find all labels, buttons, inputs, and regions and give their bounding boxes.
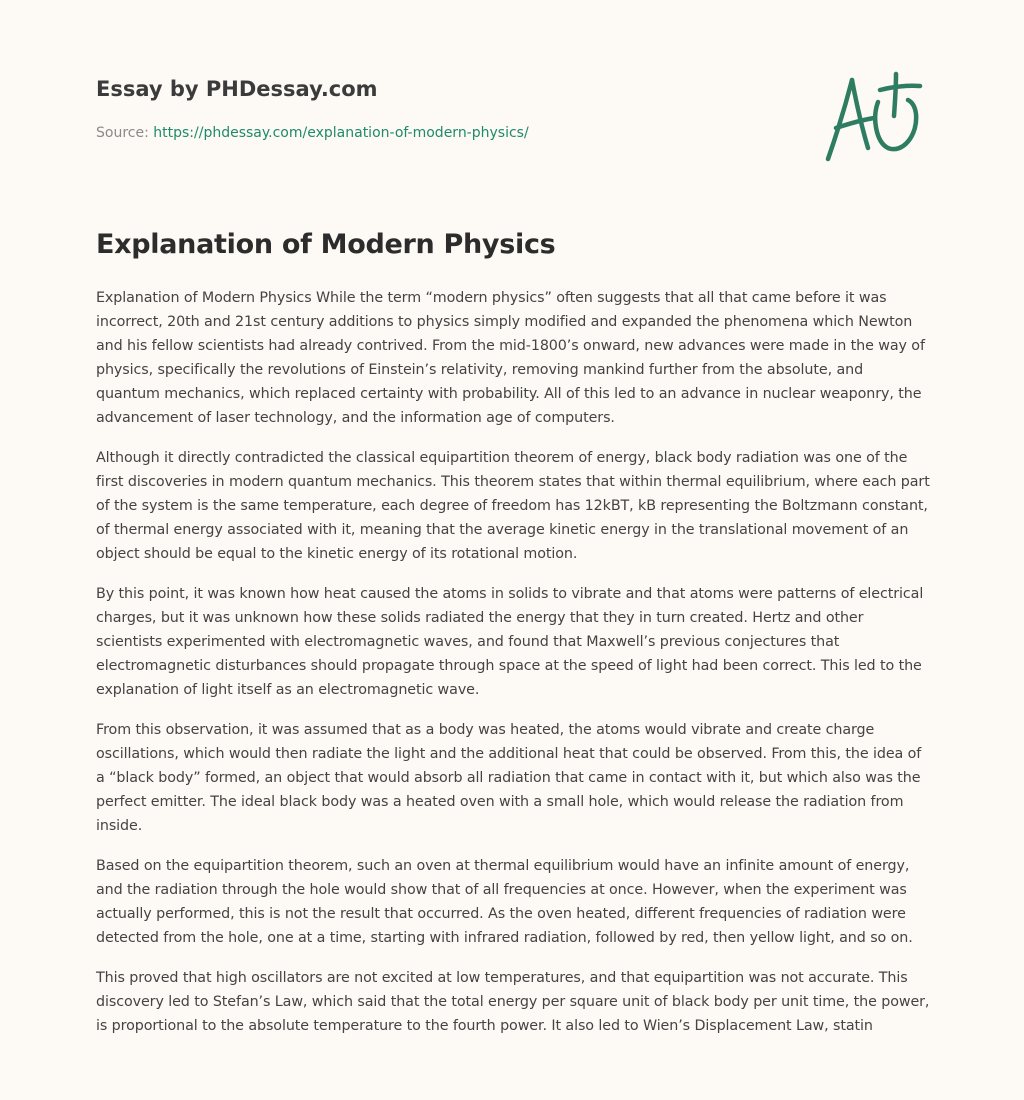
- paragraph-1: Explanation of Modern Physics While the term “modern physics” often suggests that all that came before it was incorrect, 20th and 21st century additions to physics simply modified and expanded the phenomena which Newton and his fellow scientists had already contrived. From the mid-1800’s onward, new advances were made in the way of physics, specifically the revolutions of Einstein’s relativity, removing mankind further from the absolute, and quantum mechanics, which replaced certainty with probability. All of this led to an advance in nuclear weaponry, the advancement of laser technology, and the information age of computers.: [96, 290, 925, 426]
- a-plus-icon: [818, 66, 930, 166]
- source-label: Source:: [96, 125, 149, 141]
- article-title: Explanation of Modern Physics: [96, 229, 556, 260]
- source-link[interactable]: https://phdessay.com/explanation-of-modern-physics/: [153, 125, 529, 141]
- essay-article: [96, 226, 930, 1054]
- paragraph-5: Based on the equipartition theorem, such an oven at thermal equilibrium would have an infinite amount of energy, and the radiation through the hole would show that of all frequencies at once. However, when the experiment was actually performed, this is not the result that occurred. As the oven heated, different frequencies of radiation were detected from the hole, one at a time, starting with infrared radiation, followed by red, then yellow light, and so on.: [96, 858, 913, 946]
- page-header: [96, 72, 796, 143]
- site-title: Essay by PHDessay.com: [96, 77, 378, 101]
- source-line: [96, 123, 796, 143]
- paragraph-6: This proved that high oscillators are not excited at low temperatures, and that equipartition was not accurate. This discovery led to Stefan’s Law, which said that the total energy per square unit of black body per unit time, the power, is proportional to the absolute temperature to the fourth power. It also led to Wien’s Displacement Law, statin: [96, 970, 930, 1034]
- paragraph-4: From this observation, it was assumed that as a body was heated, the atoms would vibrate and create charge oscillations, which would then radiate the light and the additional heat that could be observed. From this, the idea of a “black body” formed, an object that would absorb all radiation that came in contact with it, but which also was the perfect emitter. The ideal black body was a heated oven with a small hole, which would release the radiation from inside.: [96, 722, 922, 834]
- paragraph-3: By this point, it was known how heat caused the atoms in solids to vibrate and that atoms were patterns of electrical charges, but it was unknown how these solids radiated the energy that they in turn created. Hertz and other scientists experimented with electromagnetic waves, and found that Maxwell’s previous conjectures that electromagnetic disturbances should propagate through space at the speed of light had been correct. This led to the explanation of light itself as an electromagnetic wave.: [96, 586, 924, 698]
- paragraph-2: Although it directly contradicted the classical equipartition theorem of energy, black body radiation was one of the first discoveries in modern quantum mechanics. This theorem states that within thermal equilibrium, where each part of the system is the same temperature, each degree of freedom has 12kBT, kB representing the Boltzmann constant, of thermal energy associated with it, meaning that the average kinetic energy in the translational movement of an object should be equal to the kinetic energy of its rotational motion.: [96, 450, 930, 562]
